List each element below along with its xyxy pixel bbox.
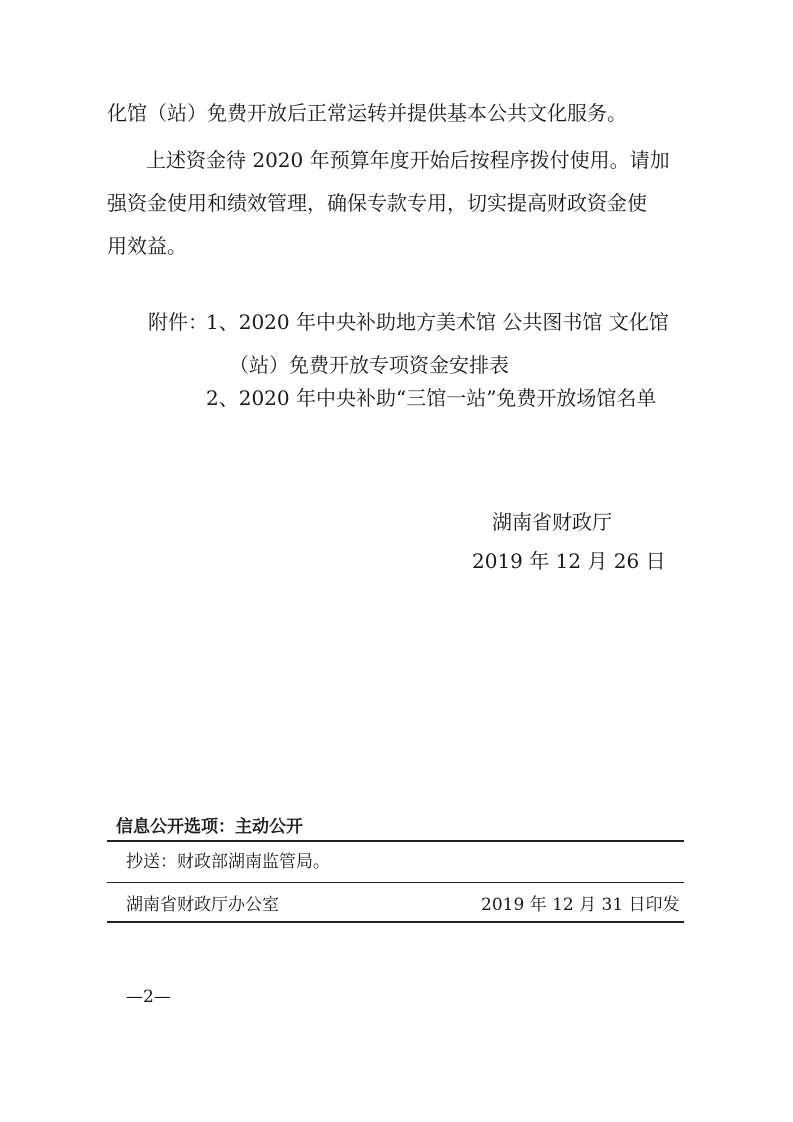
attachment-item-2: 2、2020 年中央补助“三馆一站”免费开放场馆名单 <box>206 386 657 410</box>
issuing-office: 湖南省财政厅办公室 <box>126 895 279 915</box>
body-paragraph-funding-line3: 用效益。 <box>107 234 187 258</box>
issue-date: 2019 年 12 月 26 日 <box>472 549 666 573</box>
body-paragraph-funding-line2: 强资金使用和绩效管理，确保专款专用，切实提高财政资金使 <box>107 191 647 215</box>
issuer-signature: 湖南省财政厅 <box>492 510 612 534</box>
print-date: 2019 年 12 月 31 日印发 <box>481 895 680 915</box>
attachment-item-1-continuation: （站）免费开放专项资金安排表 <box>229 353 509 377</box>
footer-rule-top <box>107 840 684 842</box>
attachment-label: 附件： <box>148 310 208 334</box>
copy-to-line: 抄送：财政部湖南监管局。 <box>126 852 330 872</box>
body-paragraph-continuation: 化馆（站）免费开放后正常运转并提供基本公共文化服务。 <box>107 101 627 125</box>
footer-rule-bottom <box>107 921 684 923</box>
footer-rule-middle <box>107 882 684 883</box>
body-paragraph-funding-line1: 上述资金待 2020 年预算年度开始后按程序拨付使用。请加 <box>146 148 670 172</box>
disclosure-option: 信息公开选项：主动公开 <box>116 817 303 837</box>
page-number: —2— <box>126 987 171 1007</box>
attachment-item-1: 1、2020 年中央补助地方美术馆 公共图书馆 文化馆 <box>206 310 669 334</box>
